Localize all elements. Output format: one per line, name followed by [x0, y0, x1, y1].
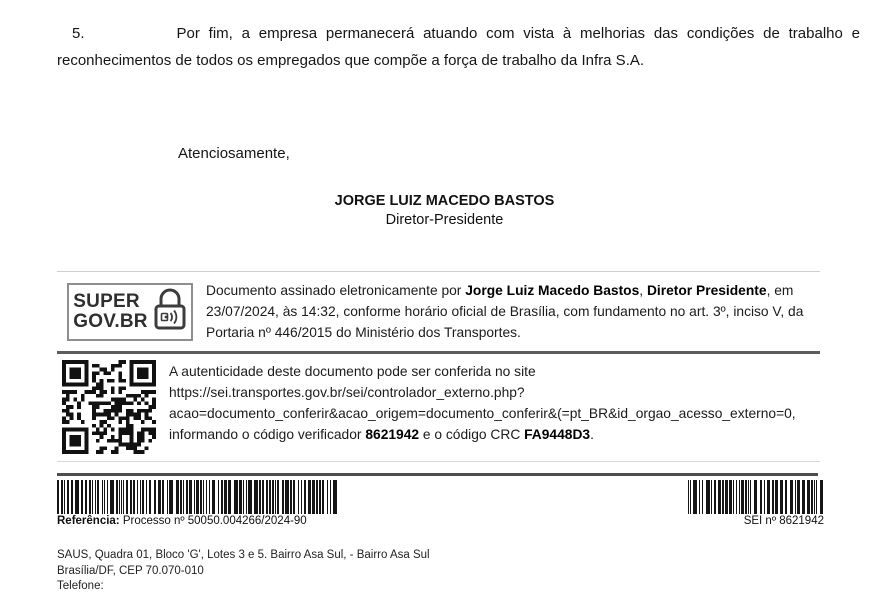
logo-line-govbr: GOV.BR — [73, 310, 148, 332]
qr-code — [62, 360, 156, 454]
signature-text-suffix: , em 23/07/2024, às 14:32, conforme horário oficial de Brasília, com fundamento no art. 3º, inciso V, da Portaria nº 446/2015 do Ministério dos Transportes. — [206, 283, 804, 340]
verifier-code: 8621942 — [365, 427, 420, 442]
signature-signer-name: Jorge Luiz Macedo Bastos — [465, 283, 640, 298]
logo-line-super: SUPER — [73, 290, 140, 312]
signature-signer-role: Diretor Presidente — [646, 283, 767, 298]
codes-line-suffix: . — [590, 427, 594, 442]
footer-rule-line — [57, 473, 818, 476]
paragraph-text: Por fim, a empresa permanecerá atuando com vista à melhorias das condições de trabalho e reconhecimentos de todos os empregados que compõe a força de trabalho da Infra S.A. — [57, 25, 860, 69]
verifier-code-prefix: informando o código verificador — [169, 427, 366, 442]
padlock-contactless-icon — [153, 287, 187, 336]
verification-row — [57, 354, 820, 461]
signature-text-separator: , — [639, 283, 647, 298]
reference-label — [57, 515, 307, 527]
reference-label-title: Referência: — [57, 515, 120, 527]
sei-number-label: SEI nº 8621942 — [743, 515, 824, 527]
crc-code-prefix: e o código CRC — [419, 427, 525, 442]
verification-line1: A autenticidade deste documento pode ser conferida no site — [169, 364, 536, 379]
footer-address — [57, 548, 430, 595]
verification-codes-line — [169, 424, 799, 445]
super-govbr-logo-text — [73, 292, 147, 332]
electronic-signature-section — [57, 271, 820, 462]
sei-number-barcode — [688, 480, 824, 514]
paragraph-number: 5. — [72, 25, 85, 42]
verification-url-line1: https://sei.transportes.gov.br/sei/controlador_externo.php? — [169, 385, 525, 400]
closing-salutation: Atenciosamente, — [178, 145, 290, 162]
address-line-1: SAUS, Quadra 01, Bloco 'G', Lotes 3 e 5. Bairro Asa Sul, - Bairro Asa Sul — [57, 549, 430, 561]
signer-block — [57, 193, 832, 228]
crc-code: FA9448D3 — [524, 427, 591, 442]
signer-role: Diretor-Presidente — [385, 212, 504, 228]
verification-statement — [169, 360, 799, 445]
address-line-2: Brasília/DF, CEP 70.070-010 — [57, 564, 204, 577]
signer-name: JORGE LUIZ MACEDO BASTOS — [334, 193, 555, 209]
super-govbr-logo — [67, 283, 193, 341]
body-paragraph — [57, 20, 860, 74]
signature-row — [57, 272, 820, 351]
reference-barcode — [57, 480, 337, 514]
verification-url-line2: acao=documento_conferir&acao_origem=documento_conferir&(=pt_BR&id_orgao_acesso_externo=0, — [169, 406, 796, 421]
address-line-3: Telefone: — [57, 580, 104, 592]
signature-statement — [206, 280, 814, 343]
signature-text-prefix: Documento assinado eletronicamente por — [206, 283, 466, 298]
reference-label-value: Processo nº 50050.004266/2024-90 — [119, 515, 307, 527]
